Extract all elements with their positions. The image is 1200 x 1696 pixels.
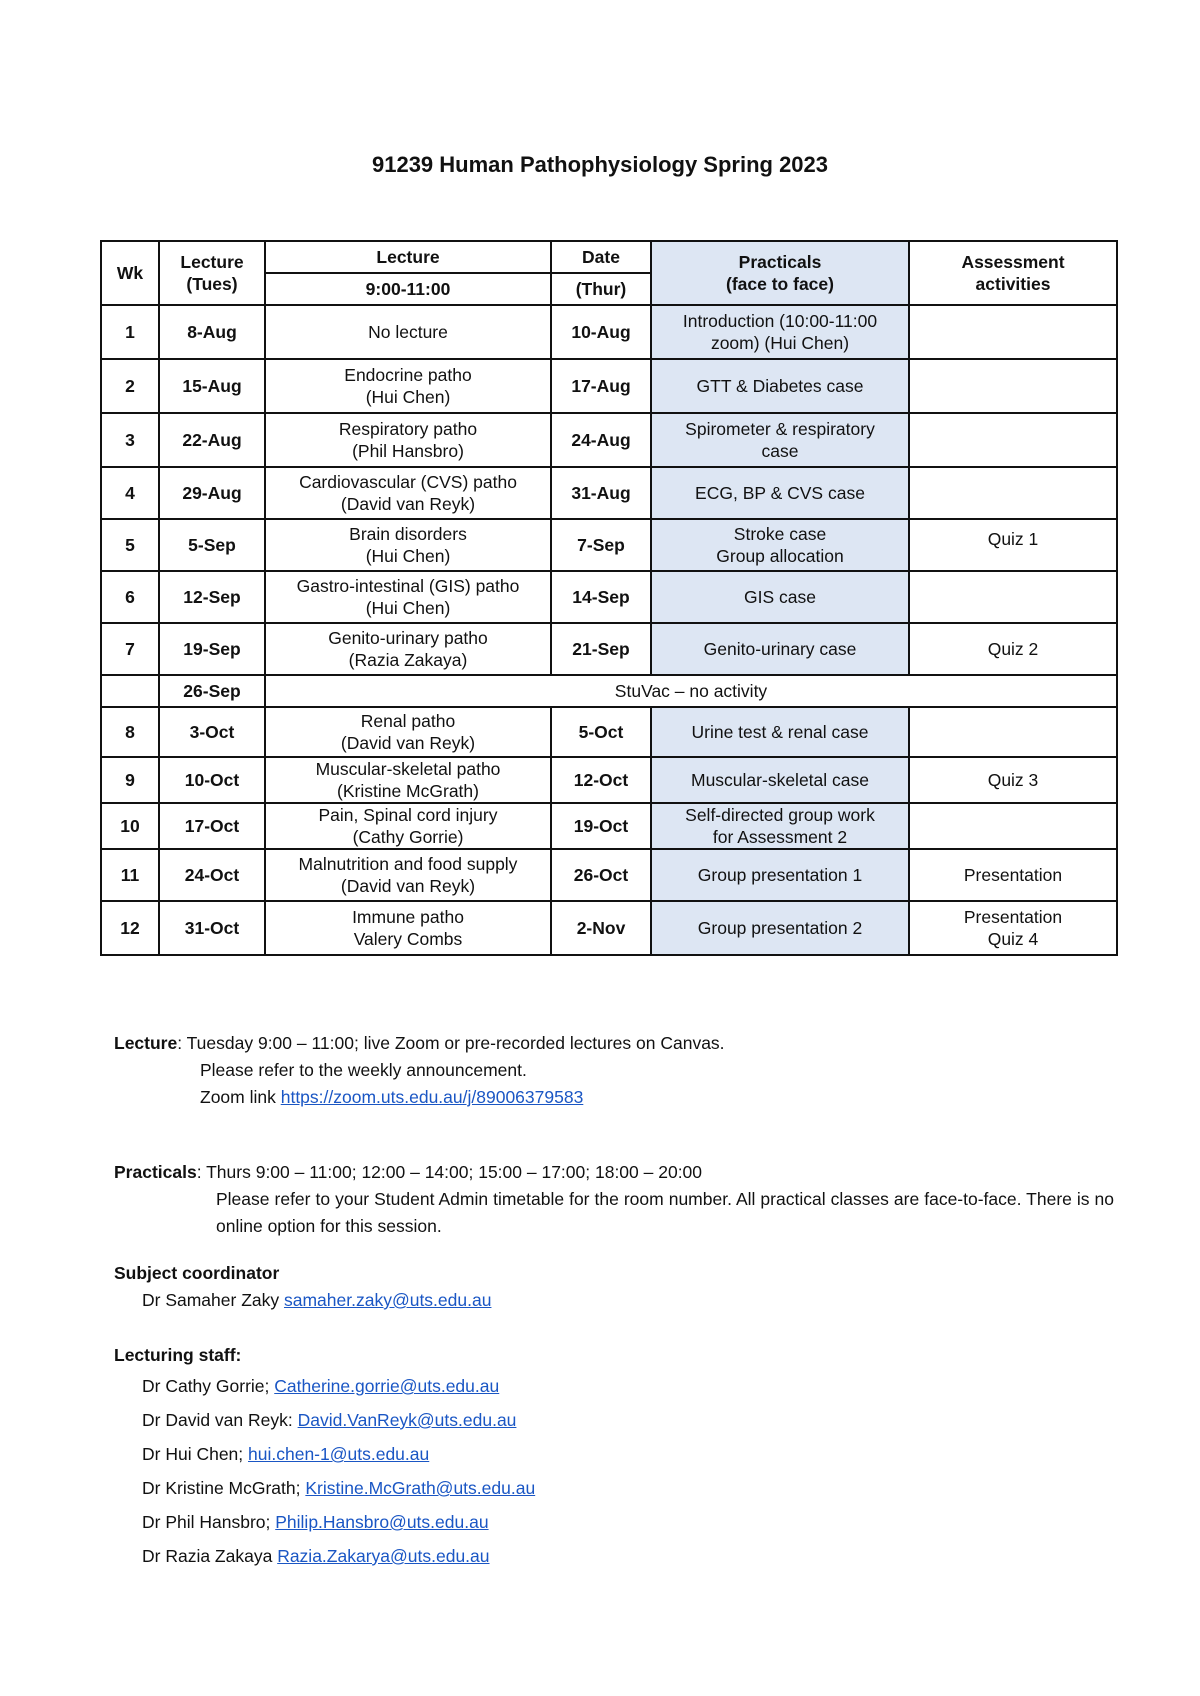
table-row [101,901,1117,955]
cell-lecture-line2: (David van Reyk) [340,494,476,514]
cell-lecture [265,757,551,803]
cell-practical-line1: Genito-urinary case [703,639,857,659]
cell-assessment [909,359,1117,413]
staff-item [114,1437,1114,1471]
staff-item [114,1539,1114,1573]
cell-lecture-line2: (Kristine McGrath) [337,781,479,801]
cell-thur-date-line1: 12-Oct [573,770,629,790]
cell-lecture-line2: (David van Reyk) [340,876,476,896]
cell-lecture [265,849,551,901]
cell-lecture [265,413,551,467]
cell-practical [651,803,909,849]
cell-week [101,849,159,901]
table-row [101,803,1117,849]
cell-lecture [265,467,551,519]
cell-assessment [909,803,1117,849]
staff-name: Dr Hui Chen; [142,1444,249,1464]
cell-tues-date-line1: 29-Aug [182,483,242,503]
cell-assessment [909,519,1117,571]
header-practicals-line1: Practicals [738,252,822,272]
cell-tues-date [159,571,265,623]
cell-week [101,519,159,571]
lecture-note-text: : Tuesday 9:00 – 11:00; live Zoom or pre-recorded lectures on Canvas. [177,1033,725,1053]
cell-thur-date [551,849,651,901]
cell-lecture [265,901,551,955]
header-lecture-time: 9:00-11:00 [265,273,551,305]
cell-practical [651,305,909,359]
cell-thur-date-line1: 7-Sep [577,535,625,555]
cell-practical-line1: ECG, BP & CVS case [695,483,865,503]
cell-practical [651,849,909,901]
cell-tues-date [159,413,265,467]
cell-tues-date [159,623,265,675]
lecture-note-label: Lecture [114,1033,178,1053]
cell-tues-date-line1: 3-Oct [189,722,235,742]
cell-thur-date-line1: 2-Nov [576,918,626,938]
cell-tues-date [159,359,265,413]
header-wk: Wk [101,241,159,305]
cell-week [101,359,159,413]
cell-lecture-line2: (Hui Chen) [365,546,451,566]
cell-thur-date [551,623,651,675]
cell-lecture-line2: (David van Reyk) [340,733,476,753]
table-row [101,757,1117,803]
cell-week-line1: 4 [125,483,135,503]
coordinator-email-link[interactable]: samaher.zaky@uts.edu.au [283,1290,492,1310]
cell-practical [651,757,909,803]
cell-practical [651,359,909,413]
stuvac-row [101,675,1117,707]
cell-thur-date-line1: 26-Oct [573,865,629,885]
cell-practical [651,571,909,623]
cell-practical [651,413,909,467]
cell-lecture-line1: Endocrine patho [344,365,472,385]
cell-practical-line1: Urine test & renal case [691,722,869,742]
cell-thur-date [551,305,651,359]
cell-week-line1: 2 [125,376,135,396]
cell-thur-date [551,571,651,623]
table-row [101,305,1117,359]
page-title: 91239 Human Pathophysiology Spring 2023 [371,152,829,177]
cell-thur-date-line1: 19-Oct [573,816,629,836]
cell-assessment-line1: Quiz 2 [987,639,1039,659]
cell-tues-date-line1: 24-Oct [184,865,240,885]
cell-lecture [265,359,551,413]
cell-thur-date [551,359,651,413]
cell-thur-date-line1: 24-Aug [571,430,631,450]
cell-stuvac-date-line1: 26-Sep [183,681,241,701]
cell-lecture [265,305,551,359]
cell-week-line1: 6 [125,587,135,607]
table-row [101,707,1117,757]
cell-tues-date [159,849,265,901]
cell-thur-date [551,757,651,803]
cell-thur-date [551,519,651,571]
cell-lecture-line1: Pain, Spinal cord injury [318,805,498,825]
cell-week [101,803,159,849]
header-assessment [909,241,1117,305]
cell-assessment-line1: Quiz 3 [987,770,1039,790]
cell-week-empty [101,675,159,707]
cell-week [101,571,159,623]
cell-practical [651,623,909,675]
cell-week [101,901,159,955]
cell-lecture-line2: (Hui Chen) [365,387,451,407]
cell-week-line1: 3 [125,430,135,450]
cell-tues-date-line1: 8-Aug [187,322,237,342]
cell-assessment [909,849,1117,901]
practicals-note-line2: Please refer to your Student Admin timetable for the room number. All practical classes are face-to-face. There is no online option for this session. [216,1189,1114,1236]
cell-lecture [265,623,551,675]
cell-lecture-line2: Valery Combs [353,929,463,949]
cell-tues-date [159,707,265,757]
cell-assessment [909,467,1117,519]
cell-week-line1: 8 [125,722,135,742]
cell-lecture-line2: (Phil Hansbro) [352,441,464,461]
table-row [101,571,1117,623]
cell-thur-date-line1: 5-Oct [578,722,624,742]
practicals-note [114,1159,1114,1186]
cell-thur-date [551,467,651,519]
cell-tues-date [159,901,265,955]
header-lecture-tues-line2: (Tues) [186,274,238,294]
cell-practical [651,901,909,955]
cell-tues-date-line1: 12-Sep [183,587,241,607]
header-lecture: Lecture [265,241,551,273]
header-practicals [651,241,909,305]
cell-week [101,707,159,757]
staff-name: Dr David van Reyk: [142,1410,298,1430]
staff-email-link[interactable]: Philip.Hansbro@uts.edu.au [275,1512,489,1532]
cell-practical-line1: GIS case [744,587,816,607]
cell-thur-date-line1: 31-Aug [571,483,631,503]
cell-thur-date-line1: 21-Sep [572,639,630,659]
staff-name: Dr Razia Zakaya [142,1546,278,1566]
cell-tues-date [159,305,265,359]
cell-thur-date [551,803,651,849]
coordinator-line [114,1287,1114,1314]
header-assessment-line2: activities [975,274,1051,294]
lecture-note [114,1030,1114,1057]
cell-assessment-line1: Presentation [963,865,1063,885]
cell-tues-date-line1: 19-Sep [183,639,241,659]
cell-assessment [909,757,1117,803]
notes-section [114,1030,1114,1573]
cell-practical-line1: Spirometer & respiratory [685,419,875,439]
table-row [101,623,1117,675]
schedule-body [101,305,1117,955]
cell-week [101,467,159,519]
table-row [101,849,1117,901]
cell-week [101,413,159,467]
cell-thur-date [551,901,651,955]
header-date-sub: (Thur) [551,273,651,305]
cell-practical-line1: Group presentation 1 [697,865,863,885]
cell-assessment-line1: Quiz 1 [987,529,1039,549]
cell-tues-date-line1: 5-Sep [188,535,236,555]
cell-week-line1: 11 [120,865,140,885]
cell-practical [651,519,909,571]
cell-lecture-line1: Respiratory patho [338,419,478,439]
practicals-note-text: : Thurs 9:00 – 11:00; 12:00 – 14:00; 15:00 – 17:00; 18:00 – 20:00 [196,1162,703,1182]
header-practicals-line2: (face to face) [726,274,834,294]
table-row [101,467,1117,519]
cell-practical-line2: case [761,441,799,461]
cell-tues-date-line1: 15-Aug [182,376,242,396]
cell-thur-date-line1: 17-Aug [571,376,631,396]
cell-week-line1: 7 [125,639,135,659]
staff-name: Dr Kristine McGrath; [142,1478,306,1498]
cell-lecture-line2: (Razia Zakaya) [348,650,468,670]
header-date: Date [551,241,651,273]
cell-week-line1: 9 [125,770,135,790]
cell-tues-date-line1: 31-Oct [184,918,240,938]
cell-lecture-line2: (Hui Chen) [365,598,451,618]
cell-lecture-line1: Gastro-intestinal (GIS) patho [296,576,520,596]
lecture-note-line2: Please refer to the weekly announcement. [200,1060,527,1080]
cell-lecture-line1: Muscular-skeletal patho [315,759,501,779]
staff-item [114,1505,1114,1539]
cell-assessment-line1: Presentation [963,907,1063,927]
cell-tues-date-line1: 10-Oct [184,770,240,790]
staff-name: Dr Cathy Gorrie; [142,1376,275,1396]
coordinator-label: Subject coordinator [114,1263,280,1283]
staff-email-link[interactable]: Razia.Zakarya@uts.edu.au [277,1546,490,1566]
cell-practical-line1: Muscular-skeletal case [691,770,869,790]
staff-email-link[interactable]: Catherine.gorrie@uts.edu.au [274,1376,500,1396]
cell-lecture-line1: Cardiovascular (CVS) patho [299,472,517,492]
cell-lecture-line2: (Cathy Gorrie) [352,827,464,847]
table-row [101,413,1117,467]
cell-assessment [909,901,1117,955]
cell-lecture-line1: Genito-urinary patho [328,628,488,648]
staff-email-link[interactable]: hui.chen-1@uts.edu.au [248,1444,430,1464]
cell-stuvac-date [159,675,265,707]
table-row [101,359,1117,413]
cell-practical-line1: Introduction (10:00-11:00 [682,311,878,331]
cell-assessment [909,305,1117,359]
cell-lecture-line1: Immune patho [352,907,464,927]
practicals-note-label: Practicals [114,1162,197,1182]
cell-practical-line2: for Assessment 2 [712,827,848,847]
cell-stuvac-text-line1: StuVac – no activity [614,681,768,701]
cell-thur-date-line1: 14-Sep [572,587,630,607]
cell-lecture [265,707,551,757]
coordinator-name: Dr Samaher Zaky [142,1290,284,1310]
cell-week-line1: 10 [120,816,140,836]
header-lecture-tues-line1: Lecture [180,252,244,272]
cell-week-line1: 1 [125,322,135,342]
header-lecture-tues [159,241,265,305]
cell-assessment [909,571,1117,623]
staff-email-link[interactable]: Kristine.McGrath@uts.edu.au [305,1478,536,1498]
schedule-table [100,240,1118,956]
cell-practical-line2: Group allocation [716,546,844,566]
table-row [101,519,1117,571]
cell-lecture-line1: Brain disorders [349,524,467,544]
cell-practical-line1: GTT & Diabetes case [696,376,864,396]
cell-practical-line1: Stroke case [733,524,827,544]
staff-email-link[interactable]: David.VanReyk@uts.edu.au [297,1410,517,1430]
staff-item [114,1471,1114,1505]
staff-name: Dr Phil Hansbro; [142,1512,276,1532]
staff-label: Lecturing staff: [114,1345,242,1365]
cell-thur-date-line1: 10-Aug [571,322,631,342]
cell-tues-date [159,467,265,519]
header-assessment-line1: Assessment [961,252,1065,272]
cell-tues-date [159,519,265,571]
cell-assessment [909,623,1117,675]
cell-tues-date-line1: 22-Aug [182,430,242,450]
zoom-prefix: Zoom link [200,1087,281,1107]
cell-practical-line1: Group presentation 2 [697,918,863,938]
staff-item [114,1403,1114,1437]
staff-item [114,1369,1114,1403]
cell-assessment [909,413,1117,467]
cell-practical-line1: Self-directed group work [685,805,875,825]
cell-thur-date [551,413,651,467]
cell-practical [651,707,909,757]
cell-week-line1: 12 [120,918,140,938]
cell-week [101,623,159,675]
cell-lecture [265,803,551,849]
cell-tues-date [159,757,265,803]
cell-lecture [265,571,551,623]
cell-stuvac-text [265,675,1117,707]
zoom-link[interactable]: https://zoom.uts.edu.au/j/89006379583 [280,1087,584,1107]
cell-lecture-line1: No lecture [368,322,448,342]
cell-lecture [265,519,551,571]
cell-tues-date [159,803,265,849]
cell-assessment [909,707,1117,757]
schedule-header [101,241,1117,305]
cell-practical [651,467,909,519]
cell-lecture-line1: Malnutrition and food supply [298,854,518,874]
cell-lecture-line1: Renal patho [360,711,456,731]
cell-tues-date-line1: 17-Oct [184,816,240,836]
staff-list [114,1369,1114,1573]
cell-week-line1: 5 [125,535,135,555]
cell-practical-line2: zoom) (Hui Chen) [710,333,850,353]
cell-week [101,757,159,803]
cell-assessment-line2: Quiz 4 [987,929,1039,949]
zoom-line [114,1084,1114,1111]
cell-thur-date [551,707,651,757]
cell-week [101,305,159,359]
